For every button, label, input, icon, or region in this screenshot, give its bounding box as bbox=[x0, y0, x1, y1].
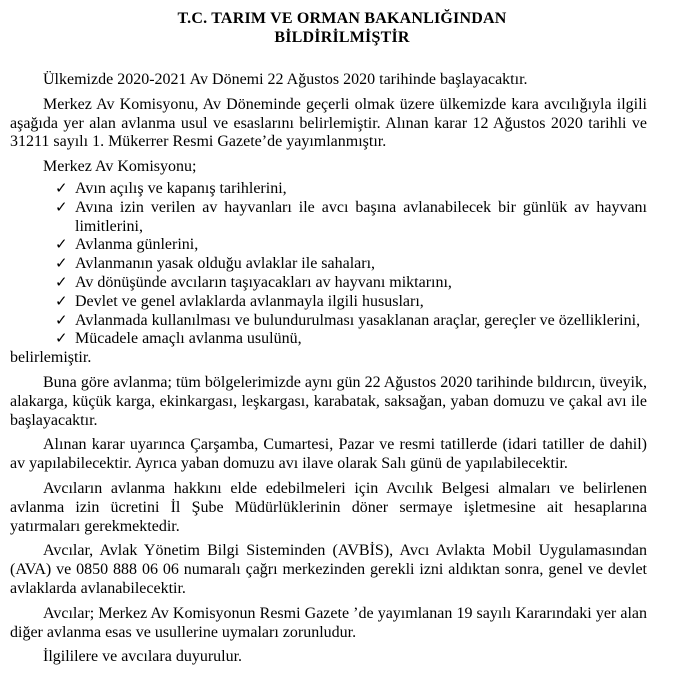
list-item bbox=[55, 255, 647, 274]
checkmark-icon: ✓ bbox=[55, 180, 68, 197]
list-item bbox=[55, 199, 647, 237]
document-header bbox=[0, 9, 684, 47]
checkmark-icon: ✓ bbox=[55, 312, 68, 329]
list-item-text: Mücadele amaçlı avlanma usulünü, bbox=[75, 330, 302, 348]
paragraph-season-start: Ülkemizde 2020-2021 Av Dönemi 22 Ağustos 2020 tarihinde başlayacaktır. bbox=[43, 71, 528, 88]
checkmark-icon: ✓ bbox=[55, 293, 68, 310]
ministry-title: T.C. TARIM VE ORMAN BAKANLIĞINDAN bbox=[177, 10, 507, 27]
checkmark-icon: ✓ bbox=[55, 331, 68, 348]
list-item-text: Avına izin verilen av hayvanları ile avcı başına avlanabilecek bir günlük av hayvanı limitlerini, bbox=[75, 198, 647, 235]
list-item-text: Avlanma günlerini, bbox=[75, 236, 199, 254]
list-item-text: Av dönüşünde avcıların taşıyacakları av hayvanı miktarını, bbox=[75, 273, 452, 291]
list-item bbox=[55, 330, 647, 349]
list-item bbox=[55, 180, 647, 199]
list-item-text: Devlet ve genel avlaklarda avlanmayla ilgili hususları, bbox=[75, 292, 424, 310]
list-footer: belirlemiştir. bbox=[10, 349, 92, 367]
list-item-text: Avın açılış ve kapanış tarihlerini, bbox=[75, 179, 287, 197]
list-heading: Merkez Av Komisyonu; bbox=[43, 158, 197, 176]
closing-line: İlgililere ve avcılara duyurulur. bbox=[43, 648, 243, 666]
paragraph-hunting-start: Buna göre avlanma; tüm bölgelerimizde aynı gün 22 Ağustos 2020 tarihinde bıldırcın, üveyik, alakarga, küçük karga, ekinkargası, leşkargası, karabatak, saksağan, yaban domuzu ve çakal avı ile başlayacaktır. bbox=[10, 373, 647, 429]
list-item-text: Avlanmanın yasak olduğu avlaklar ile sahaları, bbox=[75, 255, 376, 273]
paragraph-other-rules: Avcılar; Merkez Av Komisyonun Resmi Gazete ’de yayımlanan 19 sayılı Kararındaki yer alan diğer avlanma esas ve usullerine uymaları zorunludur. bbox=[10, 604, 647, 641]
checkmark-icon: ✓ bbox=[55, 256, 68, 273]
list-item-text: Avlanmada kullanılması ve bulundurulması yasaklanan araçlar, gereçler ve özelliklerini, bbox=[75, 311, 641, 329]
checkmark-icon: ✓ bbox=[55, 199, 68, 216]
paragraph-permit-systems: Avcılar, Avlak Yönetim Bilgi Sisteminden (AVBİS), Avcı Avlakta Mobil Uygulamasından (AVA) ve 0850 888 06 06 numaralı çağrı merkezinden gerekli izni aldıktan sonra, genel ve devlet avlaklarda avlanabilecektir. bbox=[10, 542, 647, 597]
checkmark-icon: ✓ bbox=[55, 274, 68, 291]
list-item bbox=[55, 293, 647, 312]
list-item bbox=[55, 312, 647, 331]
paragraph-commission-decision: Merkez Av Komisyonu, Av Döneminde geçerli olmak üzere ülkemizde kara avcılığıyla ilgili aşağıda yer alan avlanma usul ve esaslarını belirlemiştir. Alınan karar 12 Ağustos 2020 tarihli ve 31211 sayılı 1. Mükerrer Resmi Gazete’de yayımlanmıştır. bbox=[10, 95, 647, 151]
list-item bbox=[55, 236, 647, 255]
checkmark-icon: ✓ bbox=[55, 237, 68, 254]
list-item bbox=[55, 274, 647, 293]
paragraph-license-fee: Avcıların avlanma hakkını elde edebilmeleri için Avcılık Belgesi almaları ve belirlenen avlanma izin ücretini İl Şube Müdürlüklerinin döner sermaye işletmesine ait hesaplarına yatırmaları gerekmektedir. bbox=[10, 479, 647, 535]
decision-list bbox=[55, 180, 647, 349]
announcement-subtitle: BİLDİRİLMİŞTİR bbox=[274, 29, 410, 46]
paragraph-hunting-days: Alınan karar uyarınca Çarşamba, Cumartesi, Pazar ve resmi tatillerde (idari tatiller de dahil) av yapılabilecektir. Ayrıca yaban domuzu avı ilave olarak Salı günü de yapılabilecektir. bbox=[10, 436, 647, 473]
